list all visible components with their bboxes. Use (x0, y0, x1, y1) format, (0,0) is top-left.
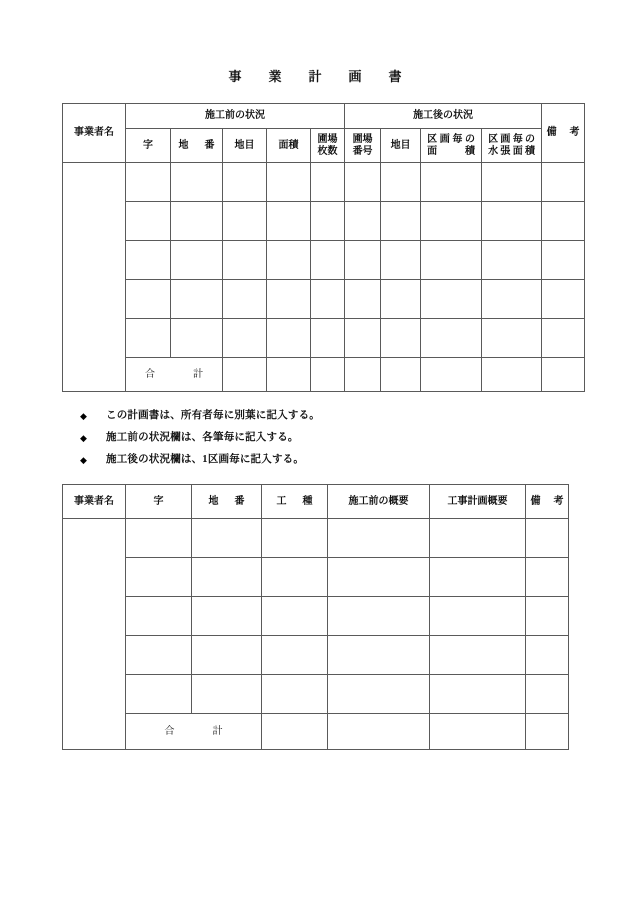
cell-field-number[interactable] (345, 319, 381, 358)
cell-aza[interactable] (126, 597, 192, 636)
header-field-sheet-count-line2: 枚数 (317, 145, 338, 157)
cell-remarks[interactable] (542, 241, 585, 280)
cell-work-type[interactable] (262, 558, 328, 597)
total-field-sheet-count[interactable] (311, 358, 345, 392)
header-remarks: 備 考 (526, 485, 569, 519)
cell-construction-plan-summary[interactable] (430, 636, 526, 675)
note-text: 施工前の状況欄は、各筆毎に記入する。 (106, 432, 299, 443)
cell-lot-number[interactable] (171, 241, 223, 280)
header-lot-number: 地 番 (171, 129, 223, 163)
cell-area-per-block[interactable] (421, 202, 482, 241)
cell-field-sheet-count[interactable] (311, 163, 345, 202)
cell-construction-plan-summary[interactable] (430, 675, 526, 714)
header-area-per-block-line1: 区画毎の (427, 133, 476, 145)
header-remarks: 備 考 (542, 104, 585, 163)
table-row (63, 675, 569, 714)
cell-land-category-before[interactable] (223, 241, 267, 280)
table2-header-row (63, 485, 569, 519)
list-item (80, 449, 560, 471)
cell-lot-number[interactable] (192, 675, 262, 714)
cell-work-type[interactable] (262, 519, 328, 558)
work-plan-table (62, 484, 569, 750)
cell-remarks[interactable] (526, 597, 569, 636)
table-row (63, 597, 569, 636)
cell-area-per-block[interactable] (421, 241, 482, 280)
cell-remarks[interactable] (526, 519, 569, 558)
cell-construction-plan-summary[interactable] (430, 597, 526, 636)
cell-pre-construction-summary[interactable] (328, 597, 430, 636)
cell-lot-number[interactable] (192, 597, 262, 636)
cell-area-before[interactable] (267, 280, 311, 319)
table-row (63, 519, 569, 558)
cell-land-category-before[interactable] (223, 280, 267, 319)
cell-area-before[interactable] (267, 319, 311, 358)
total-land-category-before[interactable] (223, 358, 267, 392)
cell-pre-construction-summary[interactable] (328, 675, 430, 714)
table1-group-header-row (63, 104, 585, 129)
table-row (63, 163, 585, 202)
note-text: この計画書は、所有者毎に別葉に記入する。 (106, 410, 320, 421)
cell-lot-number[interactable] (171, 202, 223, 241)
table1-total-row (63, 358, 585, 392)
header-field-sheet-count-line1: 圃場 (317, 133, 338, 145)
header-aza: 字 (126, 129, 171, 163)
cell-construction-plan-summary[interactable] (430, 558, 526, 597)
diamond-bullet-icon: ◆ (80, 455, 87, 465)
cell-remarks[interactable] (526, 558, 569, 597)
header-flooded-area-per-block-line2: 水張面積 (488, 145, 536, 157)
cell-remarks[interactable] (526, 675, 569, 714)
cell-lot-number[interactable] (171, 163, 223, 202)
cell-field-number[interactable] (345, 280, 381, 319)
header-field-number (345, 129, 381, 163)
header-aza: 字 (126, 485, 192, 519)
header-pre-construction-summary: 施工前の概要 (328, 485, 430, 519)
cell-lot-number[interactable] (171, 280, 223, 319)
cell-field-number[interactable] (345, 163, 381, 202)
header-land-category-after: 地目 (381, 129, 421, 163)
pre-post-construction-table (62, 103, 585, 392)
cell-work-type[interactable] (262, 675, 328, 714)
total-pre-construction-summary[interactable] (328, 714, 430, 750)
header-land-category-before: 地目 (223, 129, 267, 163)
table-row (63, 319, 585, 358)
table-row (63, 558, 569, 597)
cell-flooded-area-per-block[interactable] (482, 241, 542, 280)
list-item (80, 427, 560, 449)
header-before-construction: 施工前の状況 (126, 104, 345, 129)
table-row (63, 202, 585, 241)
cell-aza[interactable] (126, 163, 171, 202)
table-row (63, 241, 585, 280)
cell-aza[interactable] (126, 202, 171, 241)
header-construction-plan-summary: 工事計画概要 (430, 485, 526, 519)
cell-flooded-area-per-block[interactable] (482, 319, 542, 358)
total-area-per-block[interactable] (421, 358, 482, 392)
cell-aza[interactable] (126, 558, 192, 597)
total-remarks[interactable] (526, 714, 569, 750)
total-construction-plan-summary[interactable] (430, 714, 526, 750)
cell-area-per-block[interactable] (421, 319, 482, 358)
header-area-per-block-line2: 面 積 (427, 145, 476, 157)
cell-field-number[interactable] (345, 241, 381, 280)
cell-land-category-after[interactable] (381, 241, 421, 280)
cell-lot-number[interactable] (192, 636, 262, 675)
cell-aza[interactable] (126, 319, 171, 358)
table-row (63, 280, 585, 319)
header-field-number-line2: 番号 (352, 145, 373, 157)
header-area-per-block (421, 129, 482, 163)
cell-area-before[interactable] (267, 202, 311, 241)
cell-flooded-area-per-block[interactable] (482, 163, 542, 202)
list-item (80, 405, 560, 427)
table2-total-row (63, 714, 569, 750)
total-label: 合 計 (126, 714, 262, 750)
header-field-number-line1: 圃場 (352, 133, 373, 145)
total-flooded-area-per-block[interactable] (482, 358, 542, 392)
cell-land-category-after[interactable] (381, 202, 421, 241)
total-work-type[interactable] (262, 714, 328, 750)
cell-lot-number[interactable] (171, 319, 223, 358)
cell-construction-plan-summary[interactable] (430, 519, 526, 558)
cell-land-category-after[interactable] (381, 163, 421, 202)
table1-sub-header-row (63, 129, 585, 163)
cell-remarks[interactable] (526, 636, 569, 675)
cell-land-category-before[interactable] (223, 202, 267, 241)
cell-field-number[interactable] (345, 202, 381, 241)
cell-field-sheet-count[interactable] (311, 280, 345, 319)
cell-land-category-before[interactable] (223, 163, 267, 202)
cell-pre-construction-summary[interactable] (328, 558, 430, 597)
cell-area-per-block[interactable] (421, 163, 482, 202)
cell-field-sheet-count[interactable] (311, 202, 345, 241)
table-row (63, 636, 569, 675)
header-area-before: 面積 (267, 129, 311, 163)
cell-lot-number[interactable] (192, 558, 262, 597)
total-label: 合 計 (126, 358, 223, 392)
cell-field-sheet-count[interactable] (311, 241, 345, 280)
cell-land-category-after[interactable] (381, 280, 421, 319)
total-area-before[interactable] (267, 358, 311, 392)
cell-lot-number[interactable] (192, 519, 262, 558)
note-text: 施工後の状況欄は、1区画毎に記入する。 (106, 454, 305, 465)
cell-field-sheet-count[interactable] (311, 319, 345, 358)
total-land-category-after[interactable] (381, 358, 421, 392)
notes-list (80, 405, 560, 471)
header-after-construction: 施工後の状況 (345, 104, 542, 129)
header-operator-name: 事業者名 (63, 485, 126, 519)
cell-work-type[interactable] (262, 636, 328, 675)
page-title: 事 業 計 画 書 (228, 69, 409, 84)
cell-work-type[interactable] (262, 597, 328, 636)
cell-area-per-block[interactable] (421, 280, 482, 319)
cell-aza[interactable] (126, 675, 192, 714)
header-work-type: 工 種 (262, 485, 328, 519)
diamond-bullet-icon: ◆ (80, 411, 87, 421)
cell-aza[interactable] (126, 280, 171, 319)
header-operator-name: 事業者名 (63, 104, 126, 163)
header-flooded-area-per-block-line1: 区画毎の (488, 133, 536, 145)
header-flooded-area-per-block (482, 129, 542, 163)
header-field-sheet-count (311, 129, 345, 163)
cell-area-before[interactable] (267, 241, 311, 280)
cell-pre-construction-summary[interactable] (328, 519, 430, 558)
diamond-bullet-icon: ◆ (80, 433, 87, 443)
cell-operator-name[interactable] (63, 163, 126, 392)
cell-flooded-area-per-block[interactable] (482, 280, 542, 319)
cell-aza[interactable] (126, 519, 192, 558)
cell-flooded-area-per-block[interactable] (482, 202, 542, 241)
cell-pre-construction-summary[interactable] (328, 636, 430, 675)
cell-land-category-before[interactable] (223, 319, 267, 358)
cell-remarks[interactable] (542, 280, 585, 319)
total-remarks[interactable] (542, 358, 585, 392)
cell-remarks[interactable] (542, 163, 585, 202)
cell-remarks[interactable] (542, 202, 585, 241)
total-field-number[interactable] (345, 358, 381, 392)
cell-aza[interactable] (126, 241, 171, 280)
cell-area-before[interactable] (267, 163, 311, 202)
cell-remarks[interactable] (542, 319, 585, 358)
cell-operator-name[interactable] (63, 519, 126, 750)
header-lot-number: 地 番 (192, 485, 262, 519)
cell-aza[interactable] (126, 636, 192, 675)
cell-land-category-after[interactable] (381, 319, 421, 358)
